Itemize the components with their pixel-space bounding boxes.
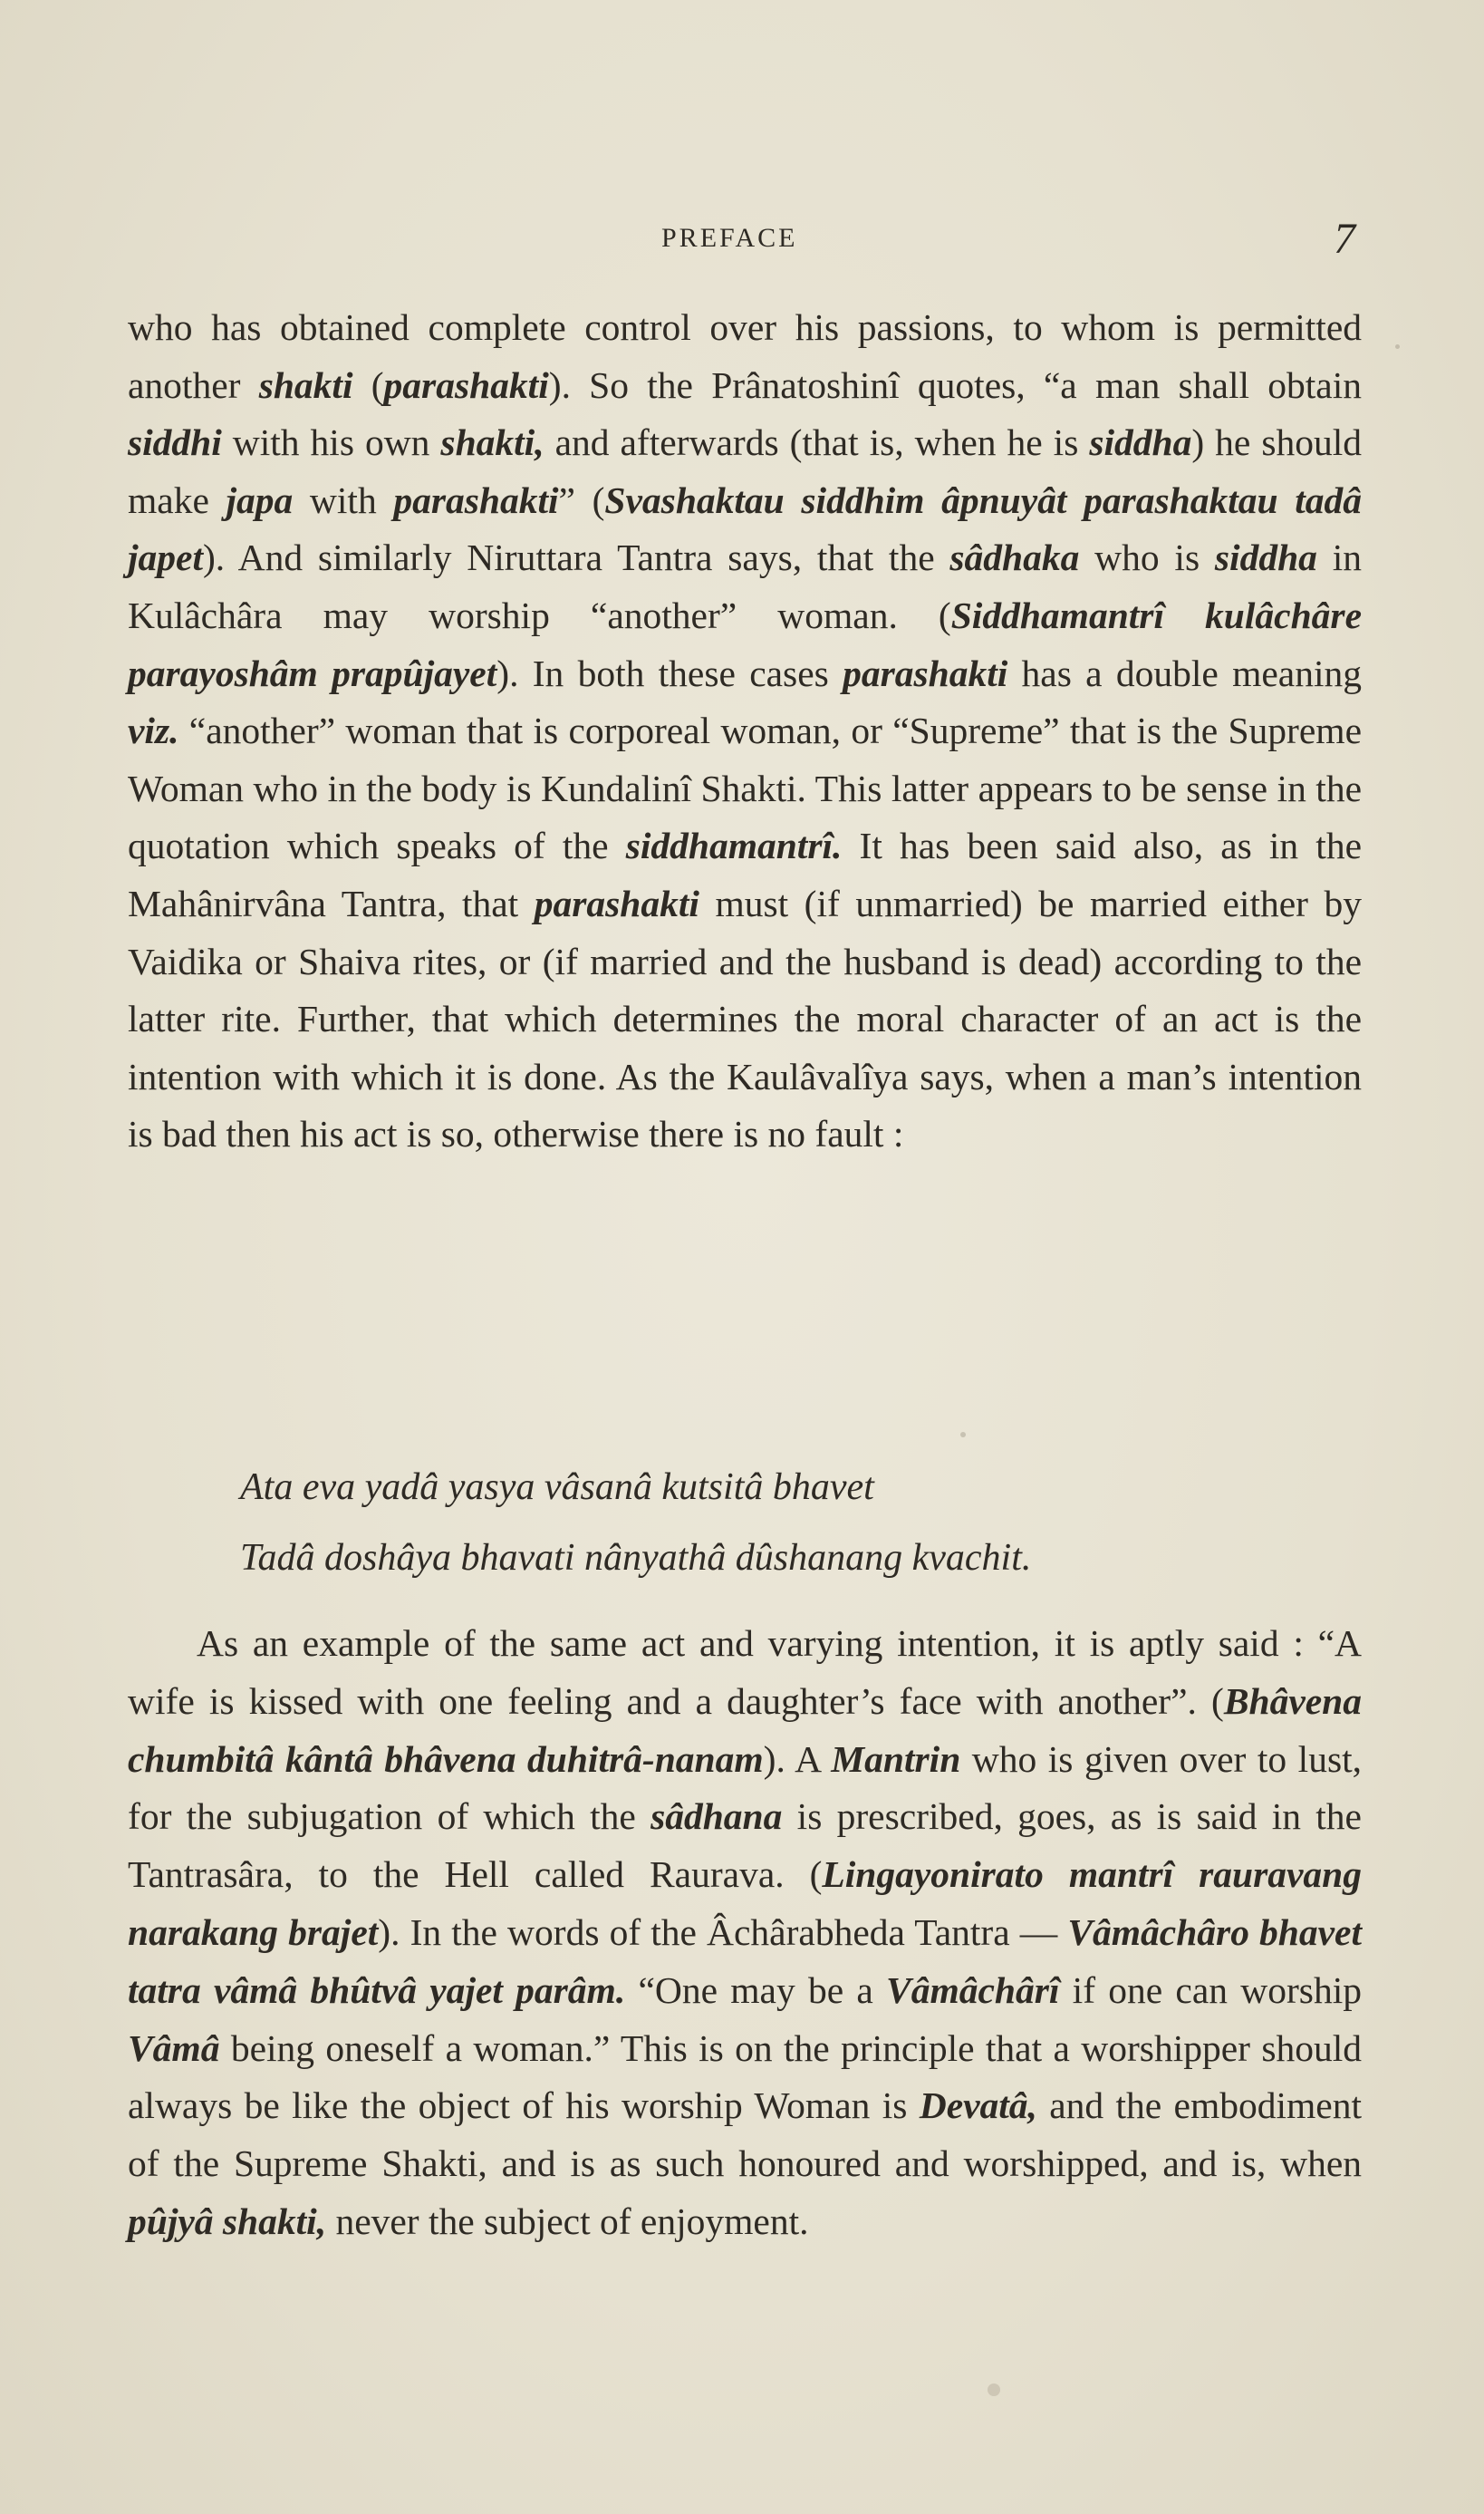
italic-term: Mantrin <box>831 1737 961 1780</box>
italic-term: siddha <box>1089 421 1192 464</box>
text-run: ). In the words of the Âchârabheda Tantra — <box>378 1910 1068 1953</box>
text-run: being oneself a woman.” This is on the principle that a worshipper should always be like the object of his worship Woman is <box>128 2026 1362 2127</box>
italic-term: Vâmâchârî <box>886 1968 1060 2011</box>
paragraph-2 <box>128 1615 1362 2251</box>
italic-term: siddhi <box>128 421 222 464</box>
text-run: with his own <box>221 421 441 464</box>
text-run: in Kulâchâra may worship “another” woman. ( <box>128 537 1362 636</box>
italic-term: shakti, <box>440 421 544 464</box>
text-run: and the embodiment of the Supreme Shakti, and is as such honoured and worshipped, and is, when <box>128 2084 1362 2185</box>
italic-term: Bhâvena chumbitâ kântâ bhâvena duhitrâ-nanam <box>128 1679 1362 1780</box>
text-run: ). And similarly Niruttara Tantra says, that the <box>202 537 950 579</box>
running-title: PREFACE <box>661 223 798 253</box>
text-run: “One may be a <box>625 1968 887 2011</box>
italic-term: viz. <box>128 710 179 752</box>
italic-term: Vâmâchâro bhavet tatra vâmâ bhûtvâ yajet parâm. <box>128 1910 1362 2011</box>
paragraph-1 <box>128 299 1362 1164</box>
verse-line-1: Ata eva yadâ yasya vâsanâ kutsitâ bhavet <box>240 1466 874 1508</box>
text-run: who is <box>1079 537 1215 579</box>
italic-term: siddha <box>1214 537 1317 579</box>
text-run: never the subject of enjoyment. <box>326 2200 809 2242</box>
text-run: if one can worship <box>1059 1968 1362 2011</box>
text-run: ) he should make <box>128 421 1362 521</box>
text-run: is prescribed, goes, as is said in the Tantrasâra, to the Hell called Raurava. ( <box>128 1795 1362 1896</box>
italic-term: parashakti <box>534 882 699 924</box>
text-run: with <box>293 479 394 521</box>
paper-speck <box>988 2383 1000 2396</box>
text-run: ). In both these cases <box>496 652 843 694</box>
italic-term: sâdhaka <box>949 537 1080 579</box>
italic-term: parashakti <box>383 363 549 406</box>
text-run: “another” woman that is corporeal woman, or “Supreme” that is the Supreme Woman who in the body is Kundalinî Shakti. This latter appears to be sense in the quotation which speaks of the <box>128 710 1362 867</box>
paper-speck <box>960 1432 966 1437</box>
page-number: 7 <box>1334 215 1355 263</box>
text-run: ). A <box>763 1737 832 1780</box>
running-head <box>0 215 1484 272</box>
text-run: who has obtained complete control over his passions, to whom is permitted another <box>128 306 1362 406</box>
italic-term: siddhamantrî. <box>625 825 843 867</box>
text-run: must (if unmarried) be married either by Vaidika or Shaiva rites, or (if married and the husband is dead) according to the latter rite. Further, that which determines the moral character of an act is the intention with which it is done. As the Kaulâvalîya says, when a man’s intention is bad then his act is so, otherwise there is no fault : <box>128 882 1362 1155</box>
verse-line-2: Tadâ doshâya bhavati nânyathâ dûshanang kvachit. <box>240 1537 1032 1579</box>
text-run: who is given over to lust, for the subjugation of which the <box>128 1737 1362 1838</box>
paper-speck <box>1395 344 1400 349</box>
paragraph-2-text <box>128 1615 1362 2251</box>
italic-term: sâdhana <box>650 1795 783 1838</box>
text-run: ). So the Prânatoshinî quotes, “a man shall obtain <box>548 363 1362 406</box>
text-run: has a double meaning <box>1007 652 1362 694</box>
text-run: As an example of the same act and varying intention, it is aptly said : “A wife is kissed with one feeling and a daughter’s face with another”. ( <box>128 1622 1362 1722</box>
italic-term: Svashaktau siddhim âpnuyât parashaktau tadâ japet <box>128 479 1362 579</box>
italic-term: Devatâ, <box>919 2084 1037 2127</box>
italic-term: shakti <box>258 363 353 406</box>
italic-term: japa <box>226 479 294 521</box>
italic-term: Vâmâ <box>128 2026 220 2069</box>
text-run: and afterwards (that is, when he is <box>544 421 1090 464</box>
text-run: ( <box>352 363 384 406</box>
paragraph-1-text <box>128 299 1362 1164</box>
italic-term: parashakti <box>393 479 559 521</box>
italic-term: Siddhamantrî kulâchâre parayoshâm prapûjayet <box>128 594 1362 694</box>
text-run: It has been said also, as in the Mahânirvâna Tantra, that <box>128 825 1362 924</box>
italic-term: Lingayonirato mantrî rauravang narakang brajet <box>128 1853 1363 1953</box>
italic-term: pûjyâ shakti, <box>128 2200 327 2242</box>
italic-term: parashakti <box>843 652 1008 694</box>
text-run: ” ( <box>558 479 605 521</box>
